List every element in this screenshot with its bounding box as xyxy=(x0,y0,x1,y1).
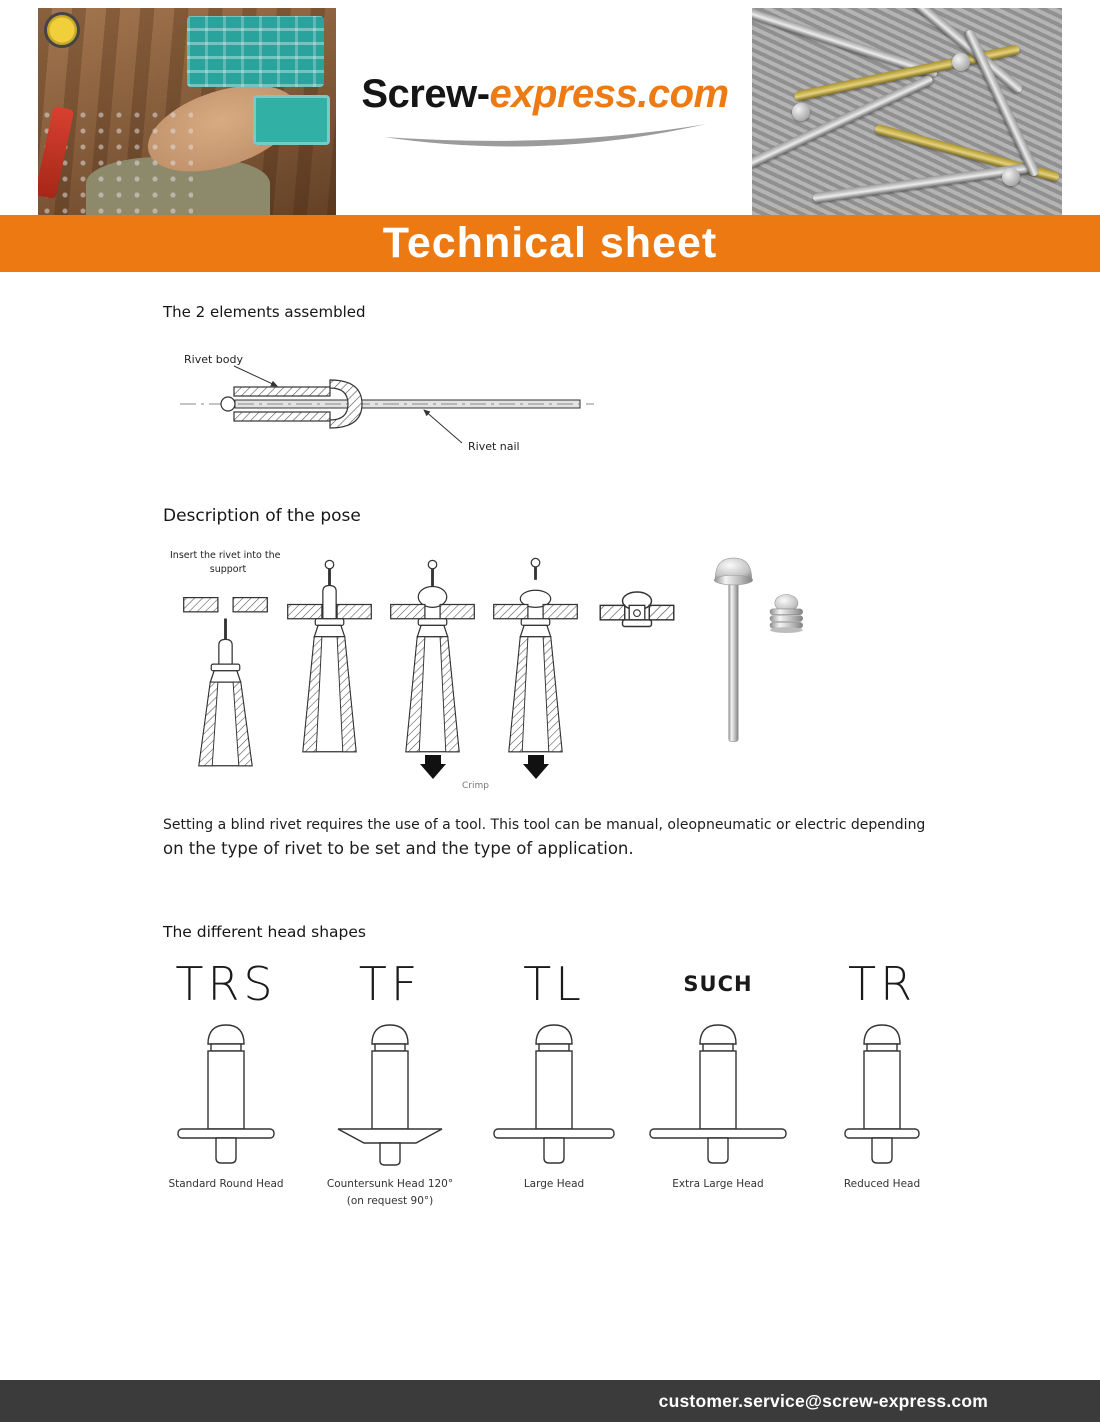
tape-measure-decor xyxy=(44,12,80,48)
logo xyxy=(340,72,750,149)
customer-service-email[interactable]: customer.service@screw-express.com xyxy=(658,1391,988,1411)
head-code: TF xyxy=(358,957,422,1011)
head-shapes-row xyxy=(148,958,960,1210)
head-shape-trs xyxy=(148,958,304,1210)
head-shape-drawing-tl xyxy=(484,1016,624,1166)
screw-tray-decor xyxy=(187,16,324,86)
screw-box-decor xyxy=(253,95,330,145)
logo-text-express: express.com xyxy=(489,72,729,116)
assembled-rivet-diagram xyxy=(172,346,602,456)
head-caption: Countersunk Head 120° (on request 90°) xyxy=(326,1178,454,1207)
head-caption: Reduced Head xyxy=(843,1178,921,1190)
down-arrow-icon xyxy=(420,755,446,779)
section-title-head-shapes: The different head shapes xyxy=(163,923,366,941)
head-shape-such xyxy=(640,958,796,1210)
pose-description-line1: Setting a blind rivet requires the use of a tool. This tool can be manual, oleopneumatic or electric depending xyxy=(163,817,926,833)
pose-step-4-drawing xyxy=(488,557,583,766)
screw-decor xyxy=(812,163,1031,204)
insert-note-line1: Insert the rivet into the xyxy=(170,550,281,561)
section-title-pose: Description of the pose xyxy=(163,506,361,526)
section-title-assembled: The 2 elements assembled xyxy=(163,303,366,321)
logo-text-screw: Screw- xyxy=(361,72,490,116)
head-shape-drawing-such xyxy=(648,1016,788,1166)
head-caption: Large Head xyxy=(523,1178,585,1190)
pose-step-1-drawing xyxy=(178,590,273,780)
workbench-photo xyxy=(38,8,336,215)
pose-step-5-drawing xyxy=(598,583,676,650)
screw-head-decor xyxy=(1002,168,1020,186)
logo-swoosh-graphic xyxy=(380,121,710,149)
head-code: TRS xyxy=(175,957,277,1011)
head-shape-drawing-tr xyxy=(812,1016,952,1166)
head-caption: Extra Large Head xyxy=(672,1178,764,1190)
head-shape-tf xyxy=(312,958,468,1210)
head-shape-tl xyxy=(476,958,632,1210)
pose-step-3-drawing xyxy=(385,557,480,766)
insert-note xyxy=(170,549,286,578)
rivet-body-label: Rivet body xyxy=(184,353,243,366)
pose-step-2-drawing xyxy=(282,557,377,766)
banner xyxy=(0,215,1100,272)
head-code: SUCH xyxy=(683,972,753,996)
insert-note-line2: support xyxy=(209,564,247,576)
page-title: Technical sheet xyxy=(382,219,718,267)
pose-sequence xyxy=(170,545,860,815)
head-code: TL xyxy=(523,957,585,1011)
screws-photo xyxy=(752,8,1062,215)
footer-bar xyxy=(0,1380,1100,1422)
crimp-label: Crimp xyxy=(462,781,489,791)
down-arrow-icon xyxy=(523,755,549,779)
pose-description xyxy=(163,815,925,861)
head-shape-drawing-trs xyxy=(156,1016,296,1166)
head-code: TR xyxy=(847,957,917,1011)
screw-head-decor xyxy=(792,103,810,121)
rivet-photo xyxy=(695,553,820,760)
head-caption: Standard Round Head xyxy=(168,1178,284,1190)
head-shape-drawing-tf xyxy=(320,1016,460,1166)
pose-description-line2: on the type of rivet to be set and the type of application. xyxy=(163,838,634,858)
screw-head-decor xyxy=(952,53,970,71)
rivet-nail-label: Rivet nail xyxy=(468,440,520,453)
head-shape-tr xyxy=(804,958,960,1210)
